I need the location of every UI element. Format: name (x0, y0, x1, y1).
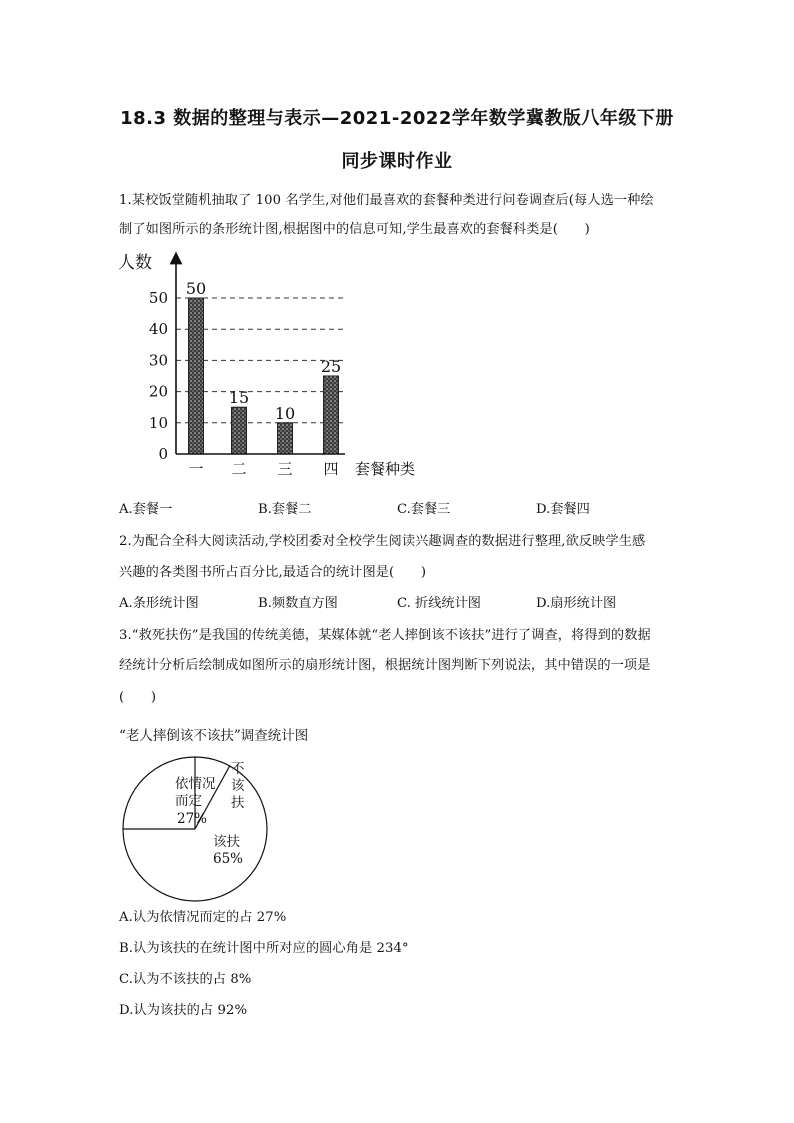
pie-label-no-line2: 该 (231, 778, 245, 794)
q2-option-c[interactable]: C. 折线统计图 (397, 596, 481, 611)
bar (232, 407, 247, 454)
page-subtitle: 同步课时作业 (341, 151, 453, 172)
bar (189, 298, 204, 454)
pie-label-other-line1: 依情况 (175, 776, 216, 792)
pie-label-yes: 该扶 (213, 834, 240, 850)
q2-option-d[interactable]: D.扇形统计图 (536, 596, 617, 611)
y-tick-label: 10 (148, 413, 168, 432)
q1-text-line2: 制了如图所示的条形统计图,根据图中的信息可知,学生最喜欢的套餐科类是( ) (119, 222, 590, 237)
q1-text-line1: 1.某校饭堂随机抽取了 100 名学生,对他们最喜欢的套餐种类进行问卷调查后(每人选一种绘 (119, 193, 654, 208)
bar-value-label: 50 (185, 279, 207, 298)
y-tick-label: 20 (148, 382, 168, 401)
q2-option-a[interactable]: A.条形统计图 (119, 596, 199, 611)
q3-option-b[interactable]: B.认为该扶的在统计图中所对应的圆心角是 234° (119, 941, 409, 956)
y-tick-label: 50 (148, 289, 168, 307)
q3-text-line1: 3.“救死扶伤”是我国的传统美德，某媒体就“老人摔倒该不该扶”进行了调查，将得到的数据 (119, 628, 651, 643)
q1-option-b[interactable]: B.套餐二 (258, 502, 312, 517)
y-tick-label: 30 (148, 351, 168, 370)
y-tick-label: 0 (158, 445, 168, 463)
pie-label-no-line3: 扶 (231, 795, 245, 811)
page-title: 18.3 数据的整理与表示—2021-2022学年数学冀教版八年级下册 (120, 108, 674, 129)
q2-text-line1: 2.为配合全科大阅读活动,学校团委对全校学生阅读兴趣调查的数据进行整理,欲反映学生感 (119, 534, 646, 549)
pie-title: “老人摔倒该不该扶”调查统计图 (119, 728, 309, 744)
q2-text-line2: 兴趣的各类图书所占百分比,最适合的统计图是( ) (119, 565, 427, 580)
y-axis-label: 人数 (118, 253, 152, 273)
pie-label-other-pct: 27% (177, 811, 208, 827)
bar-value-label: 10 (274, 403, 296, 423)
q3-text-line3: ( ) (119, 690, 157, 705)
bar-chart (110, 244, 460, 484)
q2-option-b[interactable]: B.频数直方图 (258, 596, 338, 611)
q3-option-d[interactable]: D.认为该扶的占 92% (119, 1003, 248, 1018)
pie-label-no-line1: 不 (231, 761, 245, 777)
q3-option-c[interactable]: C.认为不该扶的占 8% (119, 972, 252, 987)
x-axis-label: 套餐种类 (355, 460, 416, 478)
x-tick-label: 三 (277, 460, 293, 478)
x-tick-label: 二 (231, 460, 247, 478)
pie-label-yes-pct: 65% (213, 851, 244, 867)
bar (278, 423, 293, 454)
q1-option-d[interactable]: D.套餐四 (536, 502, 590, 517)
q1-option-a[interactable]: A.套餐一 (119, 502, 173, 517)
bar-value-label: 25 (320, 357, 342, 376)
q3-text-line2: 经统计分析后绘制成如图所示的扇形统计图，根据统计图判断下列说法，其中错误的一项是 (119, 658, 651, 673)
q3-option-a[interactable]: A.认为依情况而定的占 27% (119, 910, 287, 925)
x-tick-label: 一 (188, 460, 204, 478)
bar (324, 376, 339, 454)
pie-label-other-line2: 而定 (175, 793, 202, 809)
x-tick-label: 四 (323, 460, 339, 478)
y-tick-label: 40 (148, 320, 168, 339)
bar-value-label: 15 (228, 388, 250, 408)
q1-option-c[interactable]: C.套餐三 (397, 502, 451, 517)
pie-chart (115, 722, 375, 902)
